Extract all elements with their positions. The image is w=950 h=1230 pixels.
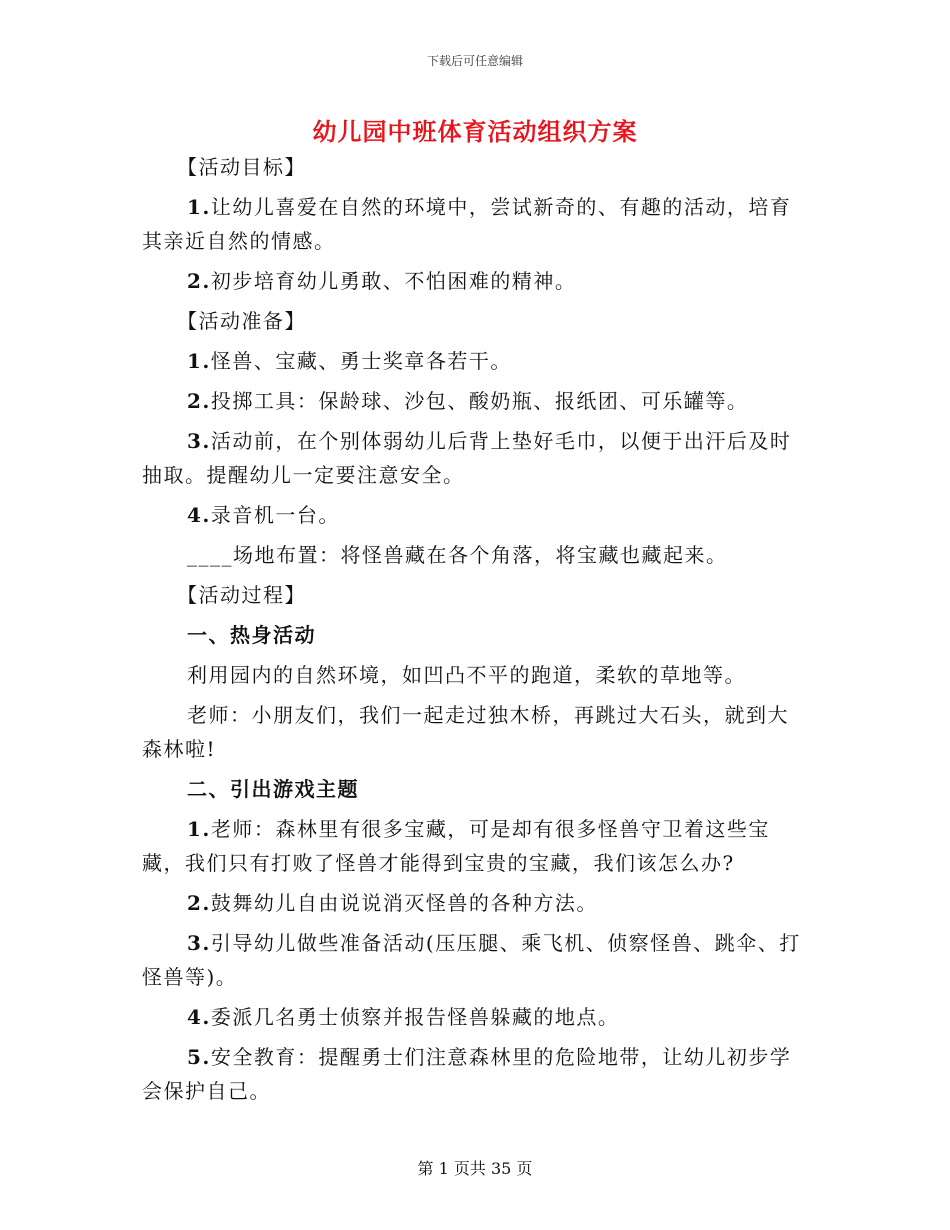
item-text: 初步培育幼儿勇敢、不怕困难的精神。	[210, 269, 577, 293]
paragraph: 老师：小朋友们，我们一起走过独木桥，再跳过大石头，就到大森林啦!	[142, 703, 789, 761]
item-number: 1.	[187, 817, 211, 841]
item-number: 1.	[187, 349, 211, 373]
item-number: 4.	[187, 1005, 211, 1029]
item-text: 投掷工具：保龄球、沙包、酸奶瓶、报纸团、可乐罐等。	[210, 389, 749, 413]
paragraph	[142, 886, 808, 920]
paragraph	[142, 344, 808, 378]
item-text: 鼓舞幼儿自由说说消灭怪兽的各种方法。	[210, 891, 598, 915]
item-text: 怪兽、宝藏、勇士奖章各若干。	[210, 349, 512, 373]
paragraph	[142, 1000, 808, 1034]
item-number: 2.	[187, 389, 211, 413]
paragraph	[142, 498, 808, 532]
page-footer: 第 1 页共 35 页	[417, 1159, 533, 1178]
section-heading-goals: 【活动目标】	[177, 155, 306, 179]
item-number: 1.	[187, 195, 211, 219]
item-text: 老师：森林里有很多宝藏，可是却有很多怪兽守卫着这些宝藏，我们只有打败了怪兽才能得到宝贵的宝藏，我们该怎么办?	[142, 817, 770, 875]
paragraph: ____场地布置：将怪兽藏在各个角落，将宝藏也藏起来。	[187, 543, 728, 567]
paragraph: 利用园内的自然环境，如凹凸不平的跑道，柔软的草地等。	[187, 663, 746, 687]
subheading-warmup: 一、热身活动	[187, 623, 316, 647]
item-number: 3.	[187, 931, 211, 955]
subheading-theme: 二、引出游戏主题	[187, 777, 359, 801]
item-number: 3.	[187, 429, 211, 453]
item-text: 安全教育：提醒勇士们注意森林里的危险地带，让幼儿初步学会保护自己。	[142, 1045, 792, 1103]
item-text: 让幼儿喜爱在自然的环境中，尝试新奇的、有趣的活动，培育其亲近自然的情感。	[142, 195, 792, 253]
item-text: 委派几名勇士侦察并报告怪兽躲藏的地点。	[210, 1005, 620, 1029]
item-text: 活动前，在个别体弱幼儿后背上垫好毛巾，以便于出汗后及时抽取。提醒幼儿一定要注意安全。	[142, 429, 792, 487]
header-note: 下载后可任意编辑	[426, 54, 523, 68]
document-title: 幼儿园中班体育活动组织方案	[312, 117, 638, 146]
section-heading-process: 【活动过程】	[177, 583, 306, 607]
paragraph	[142, 264, 808, 298]
paragraph	[142, 812, 808, 880]
item-text: 引导幼儿做些准备活动(压压腿、乘飞机、侦察怪兽、跳伞、打怪兽等)。	[142, 931, 801, 989]
document-body	[142, 150, 808, 1114]
paragraph	[142, 424, 808, 492]
paragraph	[142, 1040, 808, 1108]
item-number: 2.	[187, 269, 211, 293]
item-text: 录音机一台。	[210, 503, 340, 527]
item-number: 5.	[187, 1045, 211, 1069]
paragraph	[142, 926, 808, 994]
item-number: 2.	[187, 891, 211, 915]
paragraph	[142, 384, 808, 418]
paragraph	[142, 190, 808, 258]
section-heading-preparation: 【活动准备】	[177, 309, 306, 333]
item-number: 4.	[187, 503, 211, 527]
